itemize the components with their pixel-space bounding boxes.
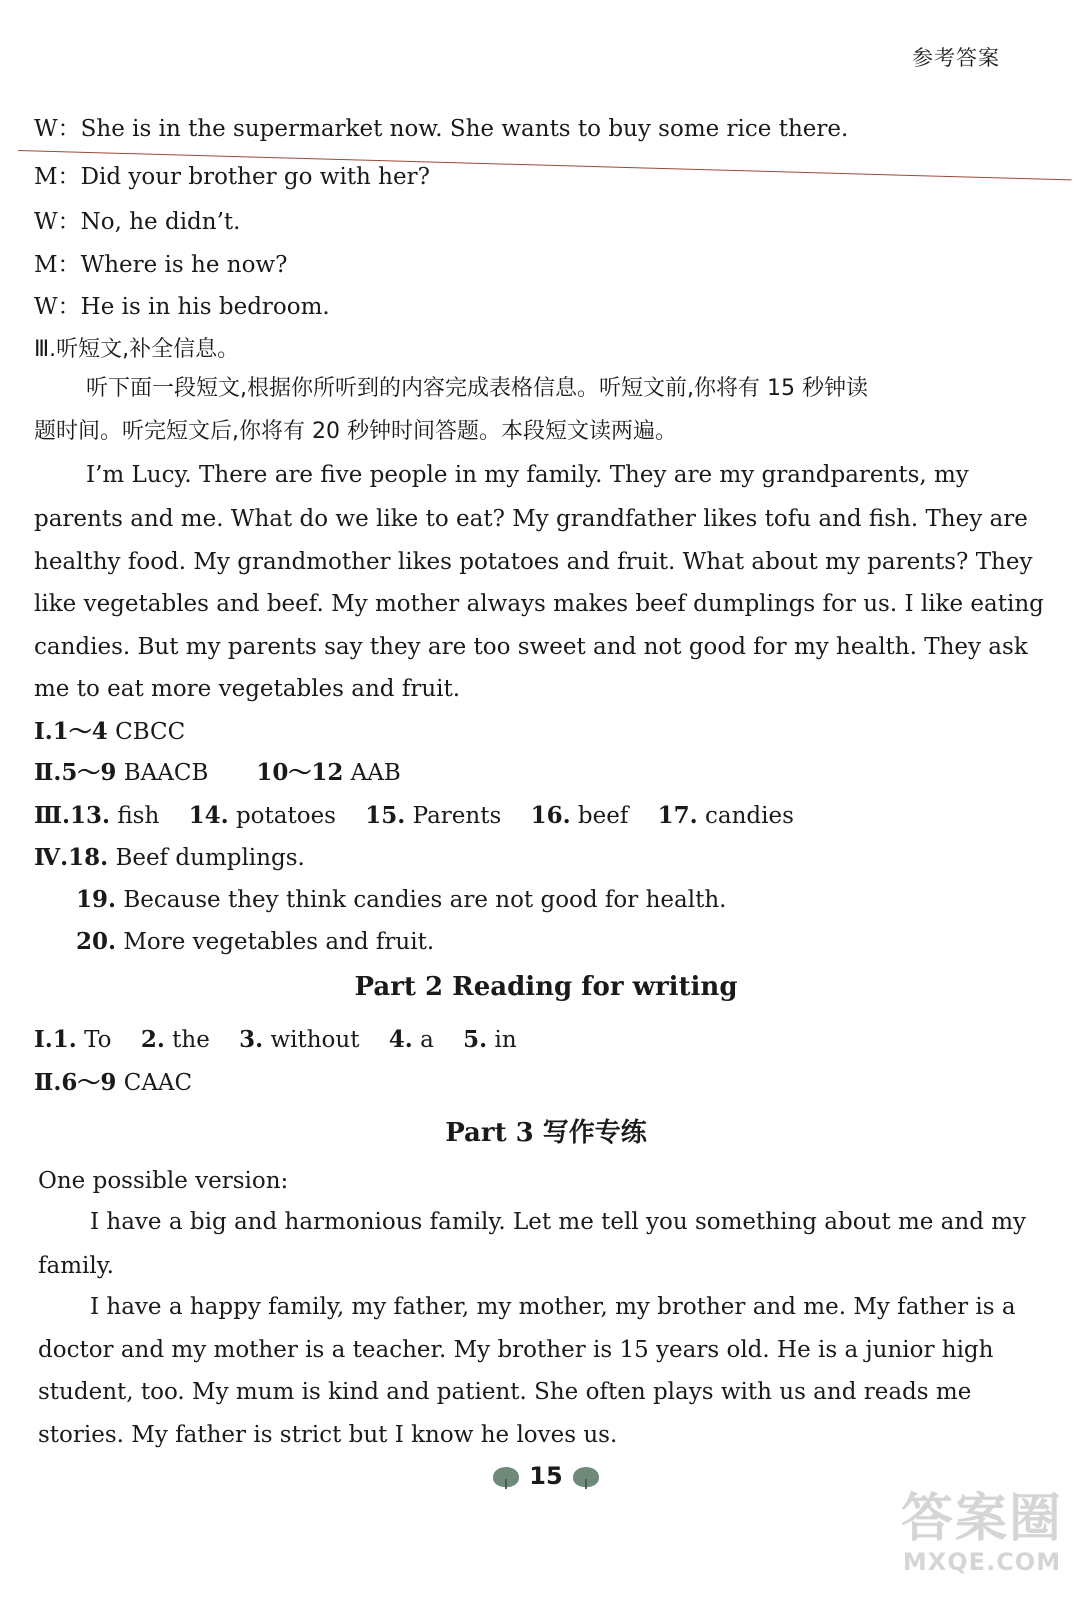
passage-line: I’m Lucy. There are five people in my family. They are my grandparents, my [86,462,969,488]
page-footer [0,1462,1092,1490]
passage-line: me to eat more vegetables and fruit. [34,676,461,702]
passage-line: like vegetables and beef. My mother always makes beef dumplings for us. I like eating [34,591,1044,617]
dialogue-line: W：No, he didn’t. [34,209,241,235]
watermark-logo: 答案圈 MXQE.COM [900,1489,1063,1576]
answer-row: Ⅰ.1. To 2. the 3. without 4. a 5. in [34,1026,517,1053]
passage-line: healthy food. My grandmother likes potatoes and fruit. What about my parents? They [34,549,1033,575]
page-number: 15 [529,1462,563,1490]
instruction-line: 题时间。听完短文后,你将有 20 秒钟时间答题。本段短文读两遍。 [34,419,677,444]
answer-row: 19. Because they think candies are not good for health. [76,886,727,913]
part3-heading: Part 3 写作专练 [445,1118,647,1148]
essay-line: student, too. My mum is kind and patient. She often plays with us and reads me [38,1379,972,1405]
essay-intro: One possible version: [38,1168,289,1194]
passage-line: candies. But my parents say they are too sweet and not good for my health. They ask [34,634,1028,660]
answer-row: Ⅱ.6～9 CAAC [34,1069,193,1096]
essay-line: doctor and my mother is a teacher. My brother is 15 years old. He is a junior high [38,1337,994,1363]
instruction-line: 听下面一段短文,根据你所听到的内容完成表格信息。听短文前,你将有 15 秒钟读 [86,376,868,401]
answer-row: Ⅰ.1～4 CBCC [34,718,186,745]
essay-line: stories. My father is strict but I know he loves us. [38,1422,618,1448]
dialogue-line: M：Where is he now? [34,252,288,278]
answer-row: Ⅲ.13. fish 14. potatoes 15. Parents 16. beef 17. candies [34,802,794,829]
part2-heading: Part 2 Reading for writing [354,972,738,1002]
answer-row: Ⅳ.18. Beef dumplings. [34,844,305,871]
answer-row: 20. More vegetables and fruit. [76,928,435,955]
section-title: Ⅲ.听短文,补全信息。 [34,337,240,362]
leaf-icon [493,1467,519,1487]
answer-row: Ⅱ.5～9 BAACB 10～12 AAB [34,759,401,786]
dialogue-line: W：He is in his bedroom. [34,294,330,320]
page-header-title: 参考答案 [912,46,1000,70]
essay-line: I have a happy family, my father, my mother, my brother and me. My father is a [90,1294,1016,1320]
essay-line: family. [38,1253,114,1279]
essay-line: I have a big and harmonious family. Let me tell you something about me and my [90,1209,1027,1235]
dialogue-line: M：Did your brother go with her? [34,164,430,190]
leaf-icon [573,1467,599,1487]
passage-line: parents and me. What do we like to eat? My grandfather likes tofu and fish. They are [34,506,1028,532]
dialogue-line: W：She is in the supermarket now. She wants to buy some rice there. [34,116,849,142]
